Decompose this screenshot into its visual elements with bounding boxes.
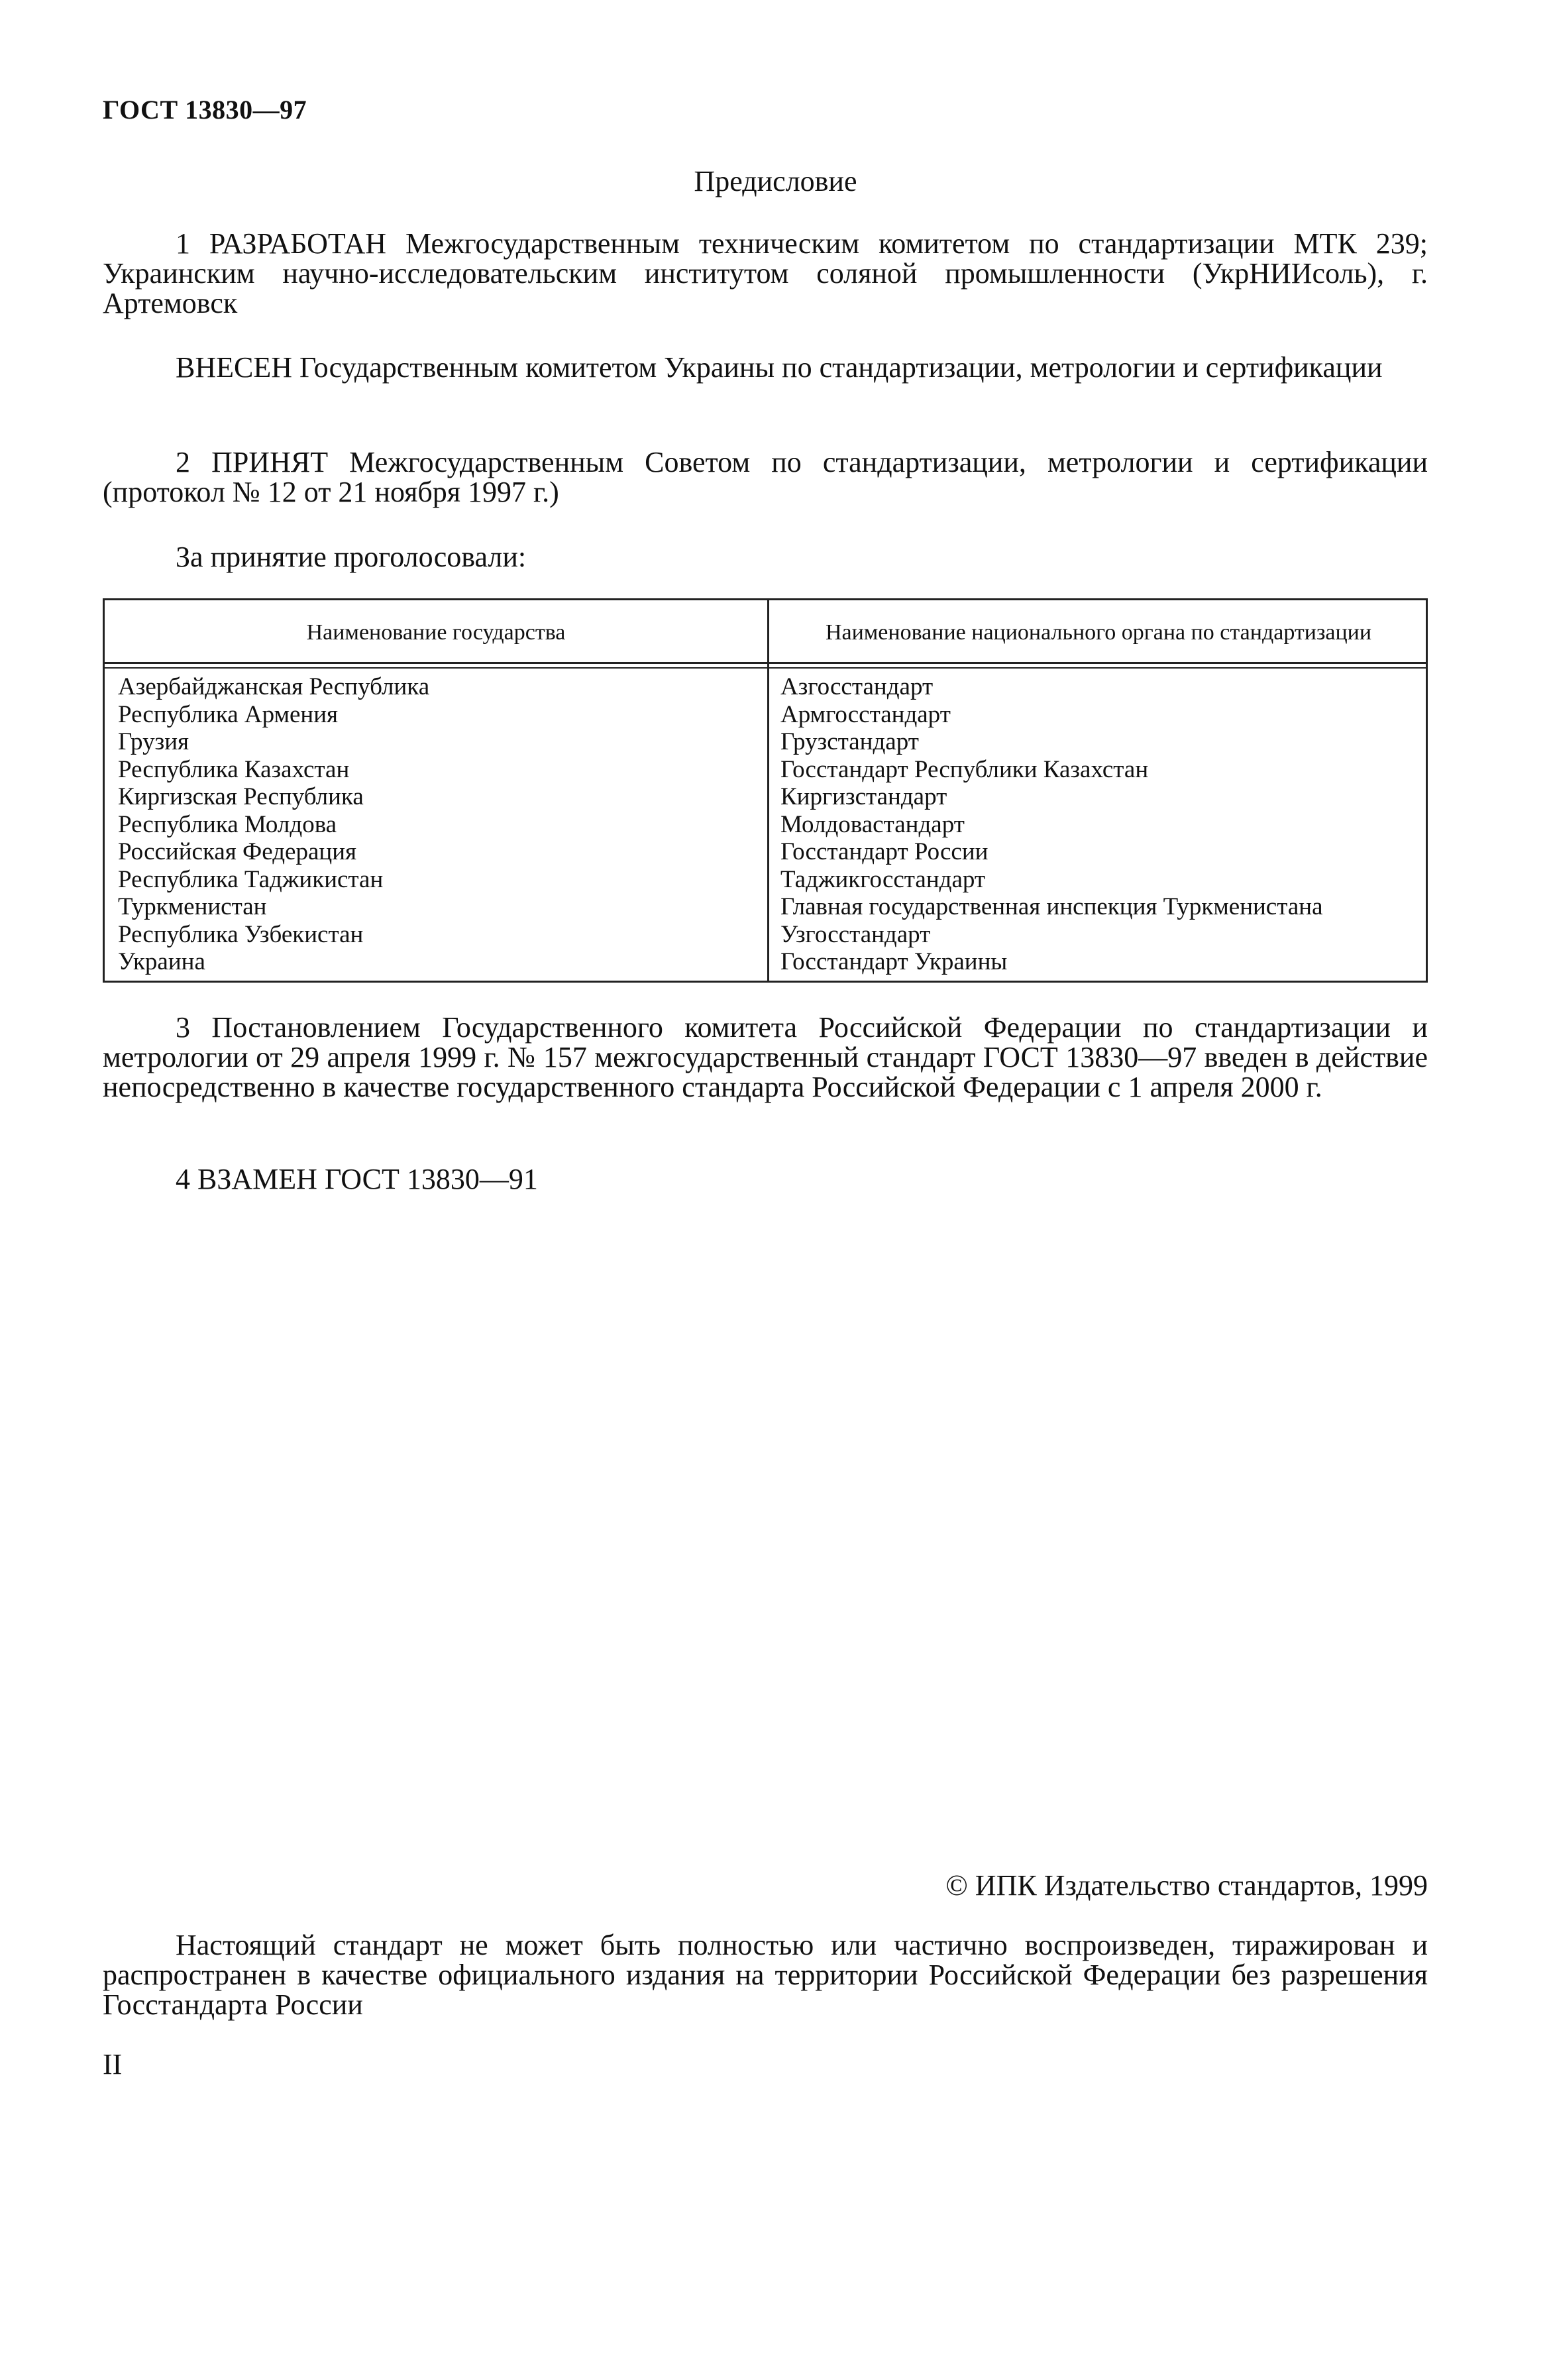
table-header-rule: [105, 662, 1426, 664]
table-cell-body: Армгосстандарт: [780, 700, 951, 728]
table-header-rule-double: [105, 667, 1426, 669]
copyright-line: © ИПК Издательство стандартов, 1999: [945, 1869, 1428, 1902]
preface-paragraph-5: 3 Постановлением Государственного комитета Российской Федерации по стандартизации и метрологии от 29 апреля 1999 г. № 157 межгосударственный стандарт ГОСТ 13830—97 введен в действие непосредственно в качестве государственного стандарта Российской Федерации с 1 апреля 2000 г.: [103, 1011, 1428, 1103]
table-cell-state: Республика Молдова: [118, 810, 337, 838]
standard-code: ГОСТ 13830—97: [103, 95, 307, 125]
voting-table: [103, 598, 1428, 983]
page-number: II: [103, 2048, 123, 2081]
table-cell-state: Киргизская Республика: [118, 783, 364, 810]
table-column-states: [118, 673, 429, 976]
preface-title: Предисловие: [694, 165, 857, 197]
preface-paragraph-1: 1 РАЗРАБОТАН Межгосударственным техническим комитетом по стандартизации МТК 239; Украинским научно-исследовательским институтом соляной промышленности (УкрНИИсоль), г. Артемовск: [103, 227, 1428, 319]
table-cell-state: Республика Таджикистан: [118, 865, 384, 893]
table-cell-body: Главная государственная инспекция Туркменистана: [780, 893, 1323, 920]
table-cell-body: Таджикгосстандарт: [780, 865, 986, 893]
table-cell-body: Молдовастандарт: [780, 810, 965, 838]
table-cell-body: Узгосстандарт: [780, 920, 931, 948]
table-cell-body: Госстандарт России: [780, 838, 989, 865]
table-cell-state: Грузия: [118, 728, 189, 755]
preface-paragraph-4: За принятие проголосовали:: [176, 541, 527, 573]
table-cell-body: Госстандарт Украины: [780, 948, 1008, 975]
table-column-divider: [767, 600, 769, 981]
preface-paragraph-6: 4 ВЗАМЕН ГОСТ 13830—91: [176, 1163, 538, 1195]
table-cell-state: Республика Казахстан: [118, 755, 350, 783]
reproduction-notice: Настоящий стандарт не может быть полностью или частично воспроизведен, тиражирован и распространен в качестве официального издания на территории Российской Федерации без разрешения Госстандарта России: [103, 1929, 1428, 2021]
table-cell-body: Грузстандарт: [780, 728, 919, 755]
table-cell-state: Азербайджанская Республика: [118, 673, 430, 700]
table-cell-body: Киргизстандарт: [780, 783, 947, 810]
table-cell-body: Азгосстандарт: [780, 673, 934, 700]
table-cell-body: Госстандарт Республики Казахстан: [780, 755, 1149, 783]
table-header-body: Наименование национального органа по стандартизации: [825, 620, 1372, 645]
table-cell-state: Туркменистан: [118, 893, 267, 920]
table-header-state: Наименование государства: [306, 620, 566, 645]
preface-paragraph-3: 2 ПРИНЯТ Межгосударственным Советом по стандартизации, метрологии и сертификации (протокол № 12 от 21 ноября 1997 г.): [103, 446, 1428, 508]
table-cell-state: Республика Армения: [118, 700, 339, 728]
table-cell-state: Украина: [118, 948, 205, 975]
table-column-bodies: [780, 673, 1323, 976]
table-cell-state: Республика Узбекистан: [118, 920, 364, 948]
table-cell-state: Российская Федерация: [118, 838, 357, 865]
preface-paragraph-2: ВНЕСЕН Государственным комитетом Украины по стандартизации, метрологии и сертификации: [176, 351, 1383, 384]
